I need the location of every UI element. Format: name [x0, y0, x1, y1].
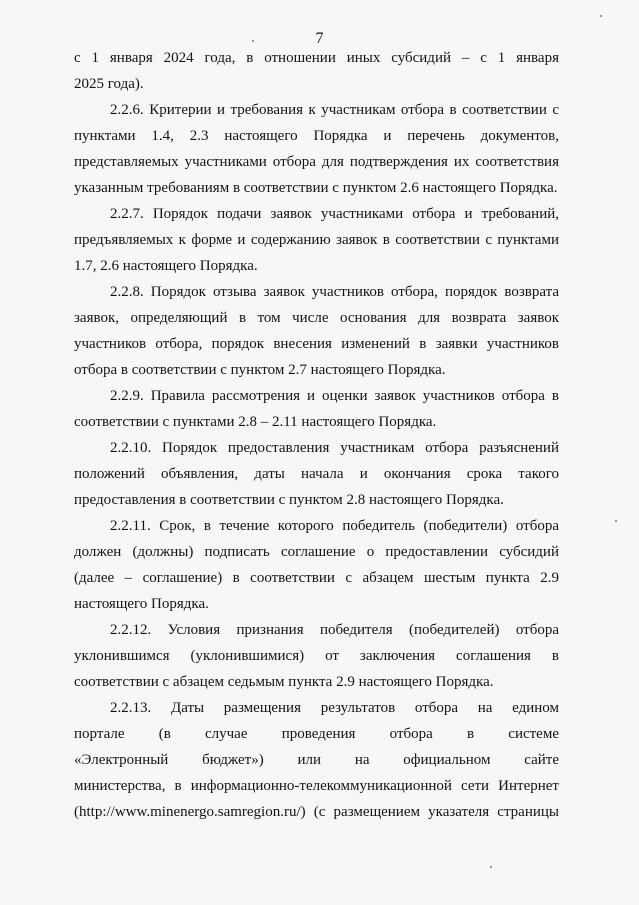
text-line: 2.2.8. Порядок отзыва заявок участников отбора, порядок возврата — [110, 284, 559, 300]
text-line: участников отбора, порядок внесения изменений в заявки участников — [74, 336, 559, 352]
scan-speck — [615, 520, 617, 522]
text-line: представляемых участниками отбора для подтверждения их соответствия — [74, 154, 559, 170]
text-line: 2.2.7. Порядок подачи заявок участниками отбора и требований, — [110, 206, 559, 222]
text-line: с 1 января 2024 года, в отношении иных субсидий – с 1 января — [74, 50, 559, 66]
text-line: портале (в случае проведения отбора в системе — [74, 726, 559, 742]
paragraph-p2-2-9 — [74, 383, 559, 435]
text-line: пунктами 1.4, 2.3 настоящего Порядка и перечень документов, — [74, 128, 559, 144]
text-line: (http://www.minenergo.samregion.ru/) (с размещением указателя страницы — [74, 804, 559, 820]
text-line: должен (должны) подписать соглашение о предоставлении субсидий — [74, 544, 559, 560]
text-line: 1.7, 2.6 настоящего Порядка. — [74, 258, 258, 274]
text-line: соответствии с абзацем седьмым пункта 2.9 настоящего Порядка. — [74, 674, 494, 690]
text-line: 2.2.9. Правила рассмотрения и оценки заявок участников отбора в — [110, 388, 559, 404]
paragraph-p2-2-10 — [74, 435, 559, 513]
text-line: 2.2.12. Условия признания победителя (победителей) отбора — [110, 622, 559, 638]
text-line: уклонившимся (уклонившимися) от заключения соглашения в — [74, 648, 559, 664]
text-line: заявок, определяющий в том числе основания для возврата заявок — [74, 310, 559, 326]
text-line: соответствии с пунктами 2.8 – 2.11 настоящего Порядка. — [74, 414, 437, 430]
scan-speck — [252, 40, 254, 42]
text-line: настоящего Порядка. — [74, 596, 209, 612]
paragraph-p2-2-6 — [74, 97, 559, 201]
text-line: предъявляемых к форме и содержанию заявок в соответствии с пунктами — [74, 232, 559, 248]
text-line: «Электронный бюджет») или на официальном сайте — [74, 752, 559, 768]
paragraph-p2-2-11 — [74, 513, 559, 617]
text-line: указанным требованиям в соответствии с пунктом 2.6 настоящего Порядка. — [74, 180, 558, 196]
text-line: предоставления в соответствии с пунктом 2.8 настоящего Порядка. — [74, 492, 504, 508]
paragraph-cont — [74, 45, 559, 97]
paragraph-p2-2-7 — [74, 201, 559, 279]
text-line: 2.2.11. Срок, в течение которого победитель (победители) отбора — [110, 518, 559, 534]
page-number: 7 — [315, 30, 324, 47]
text-line: 2025 года). — [74, 76, 144, 92]
scan-speck — [490, 866, 492, 868]
text-line: министерства, в информационно-телекоммуникационной сети Интернет — [74, 778, 559, 794]
paragraph-p2-2-13 — [74, 695, 559, 825]
document-body — [74, 45, 559, 825]
text-line: (далее – соглашение) в соответствии с абзацем шестым пункта 2.9 — [74, 570, 559, 586]
text-line: 2.2.6. Критерии и требования к участникам отбора в соответствии с — [110, 102, 559, 118]
paragraph-p2-2-12 — [74, 617, 559, 695]
text-line: отбора в соответствии с пунктом 2.7 настоящего Порядка. — [74, 362, 446, 378]
paragraph-p2-2-8 — [74, 279, 559, 383]
text-line: положений объявления, даты начала и окончания срока такого — [74, 466, 559, 482]
text-line: 2.2.13. Даты размещения результатов отбора на едином — [110, 700, 559, 716]
scan-speck — [600, 15, 602, 17]
text-line: 2.2.10. Порядок предоставления участникам отбора разъяснений — [110, 440, 559, 456]
